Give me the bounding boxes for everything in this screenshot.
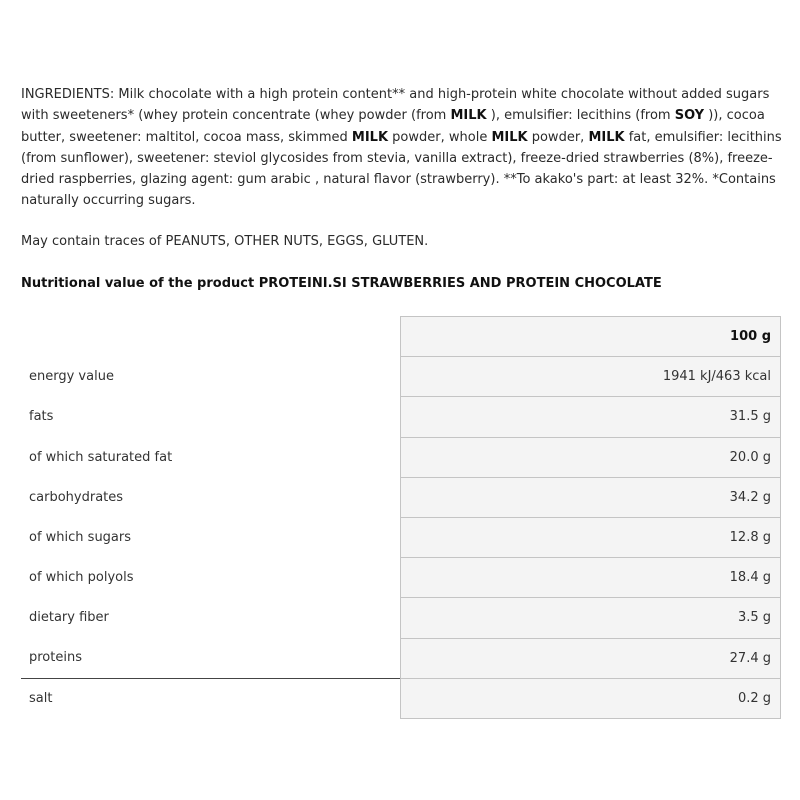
header-value-cell: 100 g (400, 317, 780, 357)
table-row (21, 357, 781, 397)
row-value: 1941 kJ/463 kcal (400, 357, 780, 397)
ingredients-part: INGREDIENTS: Milk chocolate with a high protein content** and high-protein white chocolate without added sugars with sweeteners* (whey protein concentrate (whey powder (from (21, 87, 770, 124)
header-label-cell (21, 317, 400, 357)
ingredients-part: fat, emulsifier: lecithins (from sunflower), sweetener: steviol glycosides from stevia, vanilla extract), freeze-dried strawberries (8%), freeze-dried raspberries, glazing agent: gum arabic , natural flavor (strawberry). **To akako's part: at least 32%. *Contains naturally occurring sugars. (21, 129, 782, 209)
allergen-milk: MILK (351, 129, 389, 145)
row-value: 18.4 g (400, 558, 780, 598)
table-row (21, 477, 781, 517)
ingredients-part: powder, (527, 129, 589, 145)
table-row (21, 397, 781, 437)
row-label: fats (29, 409, 54, 425)
row-label: of which sugars (29, 530, 132, 546)
row-label: of which polyols (29, 570, 134, 586)
ingredients-part: powder, whole (388, 129, 492, 145)
table-row (21, 437, 781, 477)
allergen-milk: MILK (450, 108, 487, 124)
row-value: 0.2 g (400, 678, 780, 718)
row-label: of which saturated fat (29, 449, 173, 465)
allergen-soy: SOY (674, 108, 705, 124)
row-value: 20.0 g (400, 437, 780, 477)
row-value: 3.5 g (400, 598, 780, 638)
ingredients-part: )), cocoa butter, sweetener: maltitol, cocoa mass, skimmed (21, 108, 765, 145)
allergen-milk: MILK (491, 129, 528, 145)
allergen-milk: MILK (588, 129, 625, 145)
row-label: salt (21, 678, 400, 718)
nutrition-table-title: Nutritional value of the product PROTEINI.SI STRAWBERRIES AND PROTEIN CHOCOLATE (21, 276, 662, 291)
table-row (21, 517, 781, 557)
ingredients-text (21, 84, 783, 212)
row-label: dietary fiber (29, 610, 109, 626)
row-value: 12.8 g (400, 517, 780, 557)
allergen-traces-text: May contain traces of PEANUTS, OTHER NUTS, EGGS, GLUTEN. (21, 234, 429, 249)
table-row (21, 598, 781, 638)
nutrition-table (21, 316, 781, 719)
table-row (21, 638, 781, 678)
row-label: energy value (29, 369, 114, 385)
row-value: 31.5 g (400, 397, 780, 437)
row-label: proteins (29, 650, 82, 666)
table-header-row (21, 317, 781, 357)
row-label: carbohydrates (29, 489, 124, 505)
table-row (21, 558, 781, 598)
row-value: 34.2 g (400, 477, 780, 517)
row-value: 27.4 g (400, 638, 780, 678)
ingredients-part: ), emulsifier: lecithins (from (486, 108, 675, 124)
table-row (21, 678, 781, 718)
